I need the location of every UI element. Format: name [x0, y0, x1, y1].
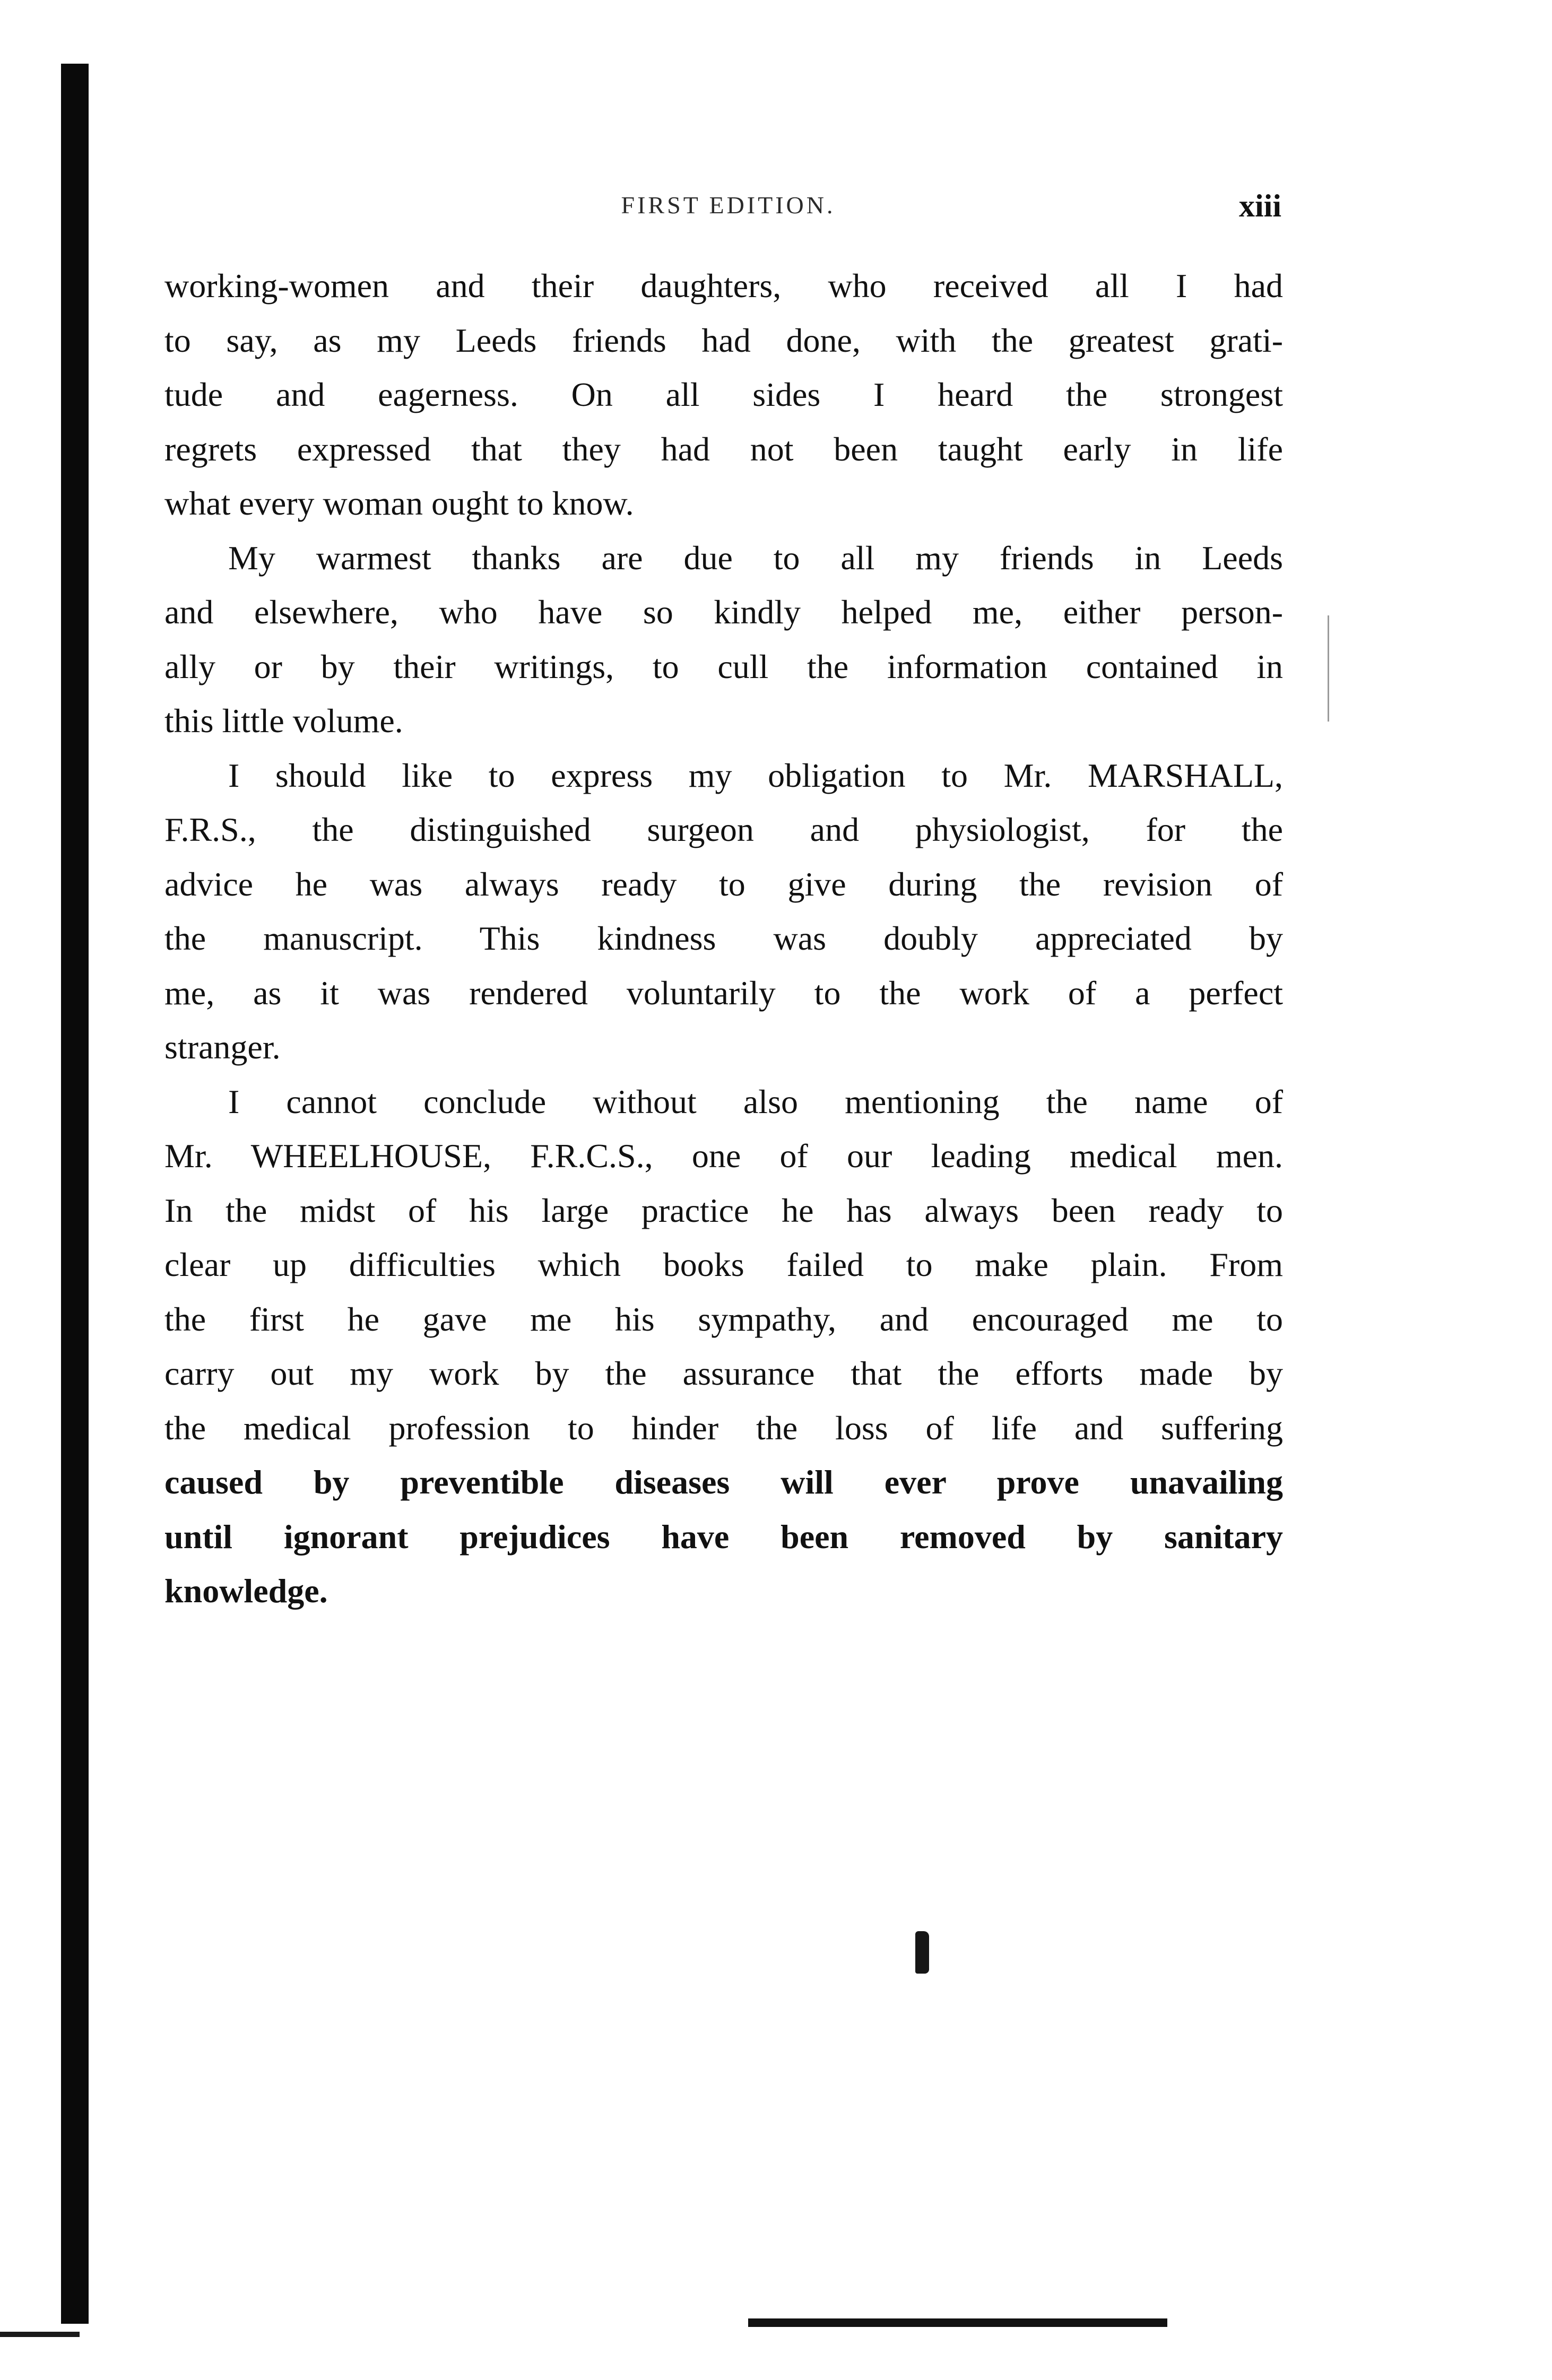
text-line: and elsewhere, who have so kindly helped me, either person-: [164, 593, 1283, 631]
text-line: stranger.: [164, 1028, 281, 1066]
text-line: knowledge.: [164, 1572, 328, 1610]
text-line: the first he gave me his sympathy, and encouraged me to: [164, 1300, 1283, 1338]
paragraph: [164, 259, 1283, 531]
text-line: tude and eagerness. On all sides I heard the strongest: [164, 376, 1283, 413]
text-line: carry out my work by the assurance that the efforts made by: [164, 1354, 1283, 1392]
text-line: what every woman ought to know.: [164, 484, 634, 522]
text-line: until ignorant prejudices have been removed by sanitary: [164, 1517, 1283, 1556]
text-line: F.R.S., the distinguished surgeon and physiologist, for the: [164, 811, 1283, 848]
text-line: to say, as my Leeds friends had done, with the greatest grati-: [164, 321, 1283, 359]
text-line: caused by preventible diseases will ever prove unavailing: [164, 1463, 1283, 1501]
corner-mark: [0, 2332, 80, 2337]
text-line: ally or by their writings, to cull the information contained in: [164, 647, 1283, 685]
body-text: [164, 259, 1283, 1619]
page-spine-shadow: [61, 64, 89, 2324]
bottom-rule: [748, 2318, 1167, 2327]
text-line: In the midst of his large practice he has always been ready to: [164, 1191, 1283, 1229]
text-line: this little volume.: [164, 702, 403, 740]
running-head: [175, 188, 1281, 233]
text-line: clear up difficulties which books failed to make plain. From: [164, 1246, 1283, 1283]
text-line: the manuscript. This kindness was doubly appreciated by: [164, 919, 1283, 957]
text-line: Mr. WHEELHOUSE, F.R.C.S., one of our leading medical men.: [164, 1137, 1283, 1175]
paragraph: [164, 1075, 1283, 1619]
text-line: the medical profession to hinder the loss of life and suffering: [164, 1409, 1283, 1447]
margin-mark: [1328, 615, 1329, 722]
text-line: I cannot conclude without also mentioning the name of: [228, 1082, 1283, 1120]
text-line: regrets expressed that they had not been taught early in life: [164, 430, 1283, 468]
text-line: I should like to express my obligation to Mr. MARSHALL,: [228, 756, 1283, 794]
text-line: working-women and their daughters, who received all I had: [164, 267, 1283, 305]
text-line: advice he was always ready to give during the revision of: [164, 865, 1283, 903]
text-line: me, as it was rendered voluntarily to the work of a perfect: [164, 974, 1283, 1012]
running-title: FIRST EDITION.: [621, 192, 836, 219]
text-line: My warmest thanks are due to all my friends in Leeds: [228, 538, 1283, 577]
paragraph: [164, 749, 1283, 1075]
paragraph: [164, 531, 1283, 749]
ink-smudge: [915, 1931, 929, 1974]
page-number: xiii: [1238, 188, 1281, 223]
